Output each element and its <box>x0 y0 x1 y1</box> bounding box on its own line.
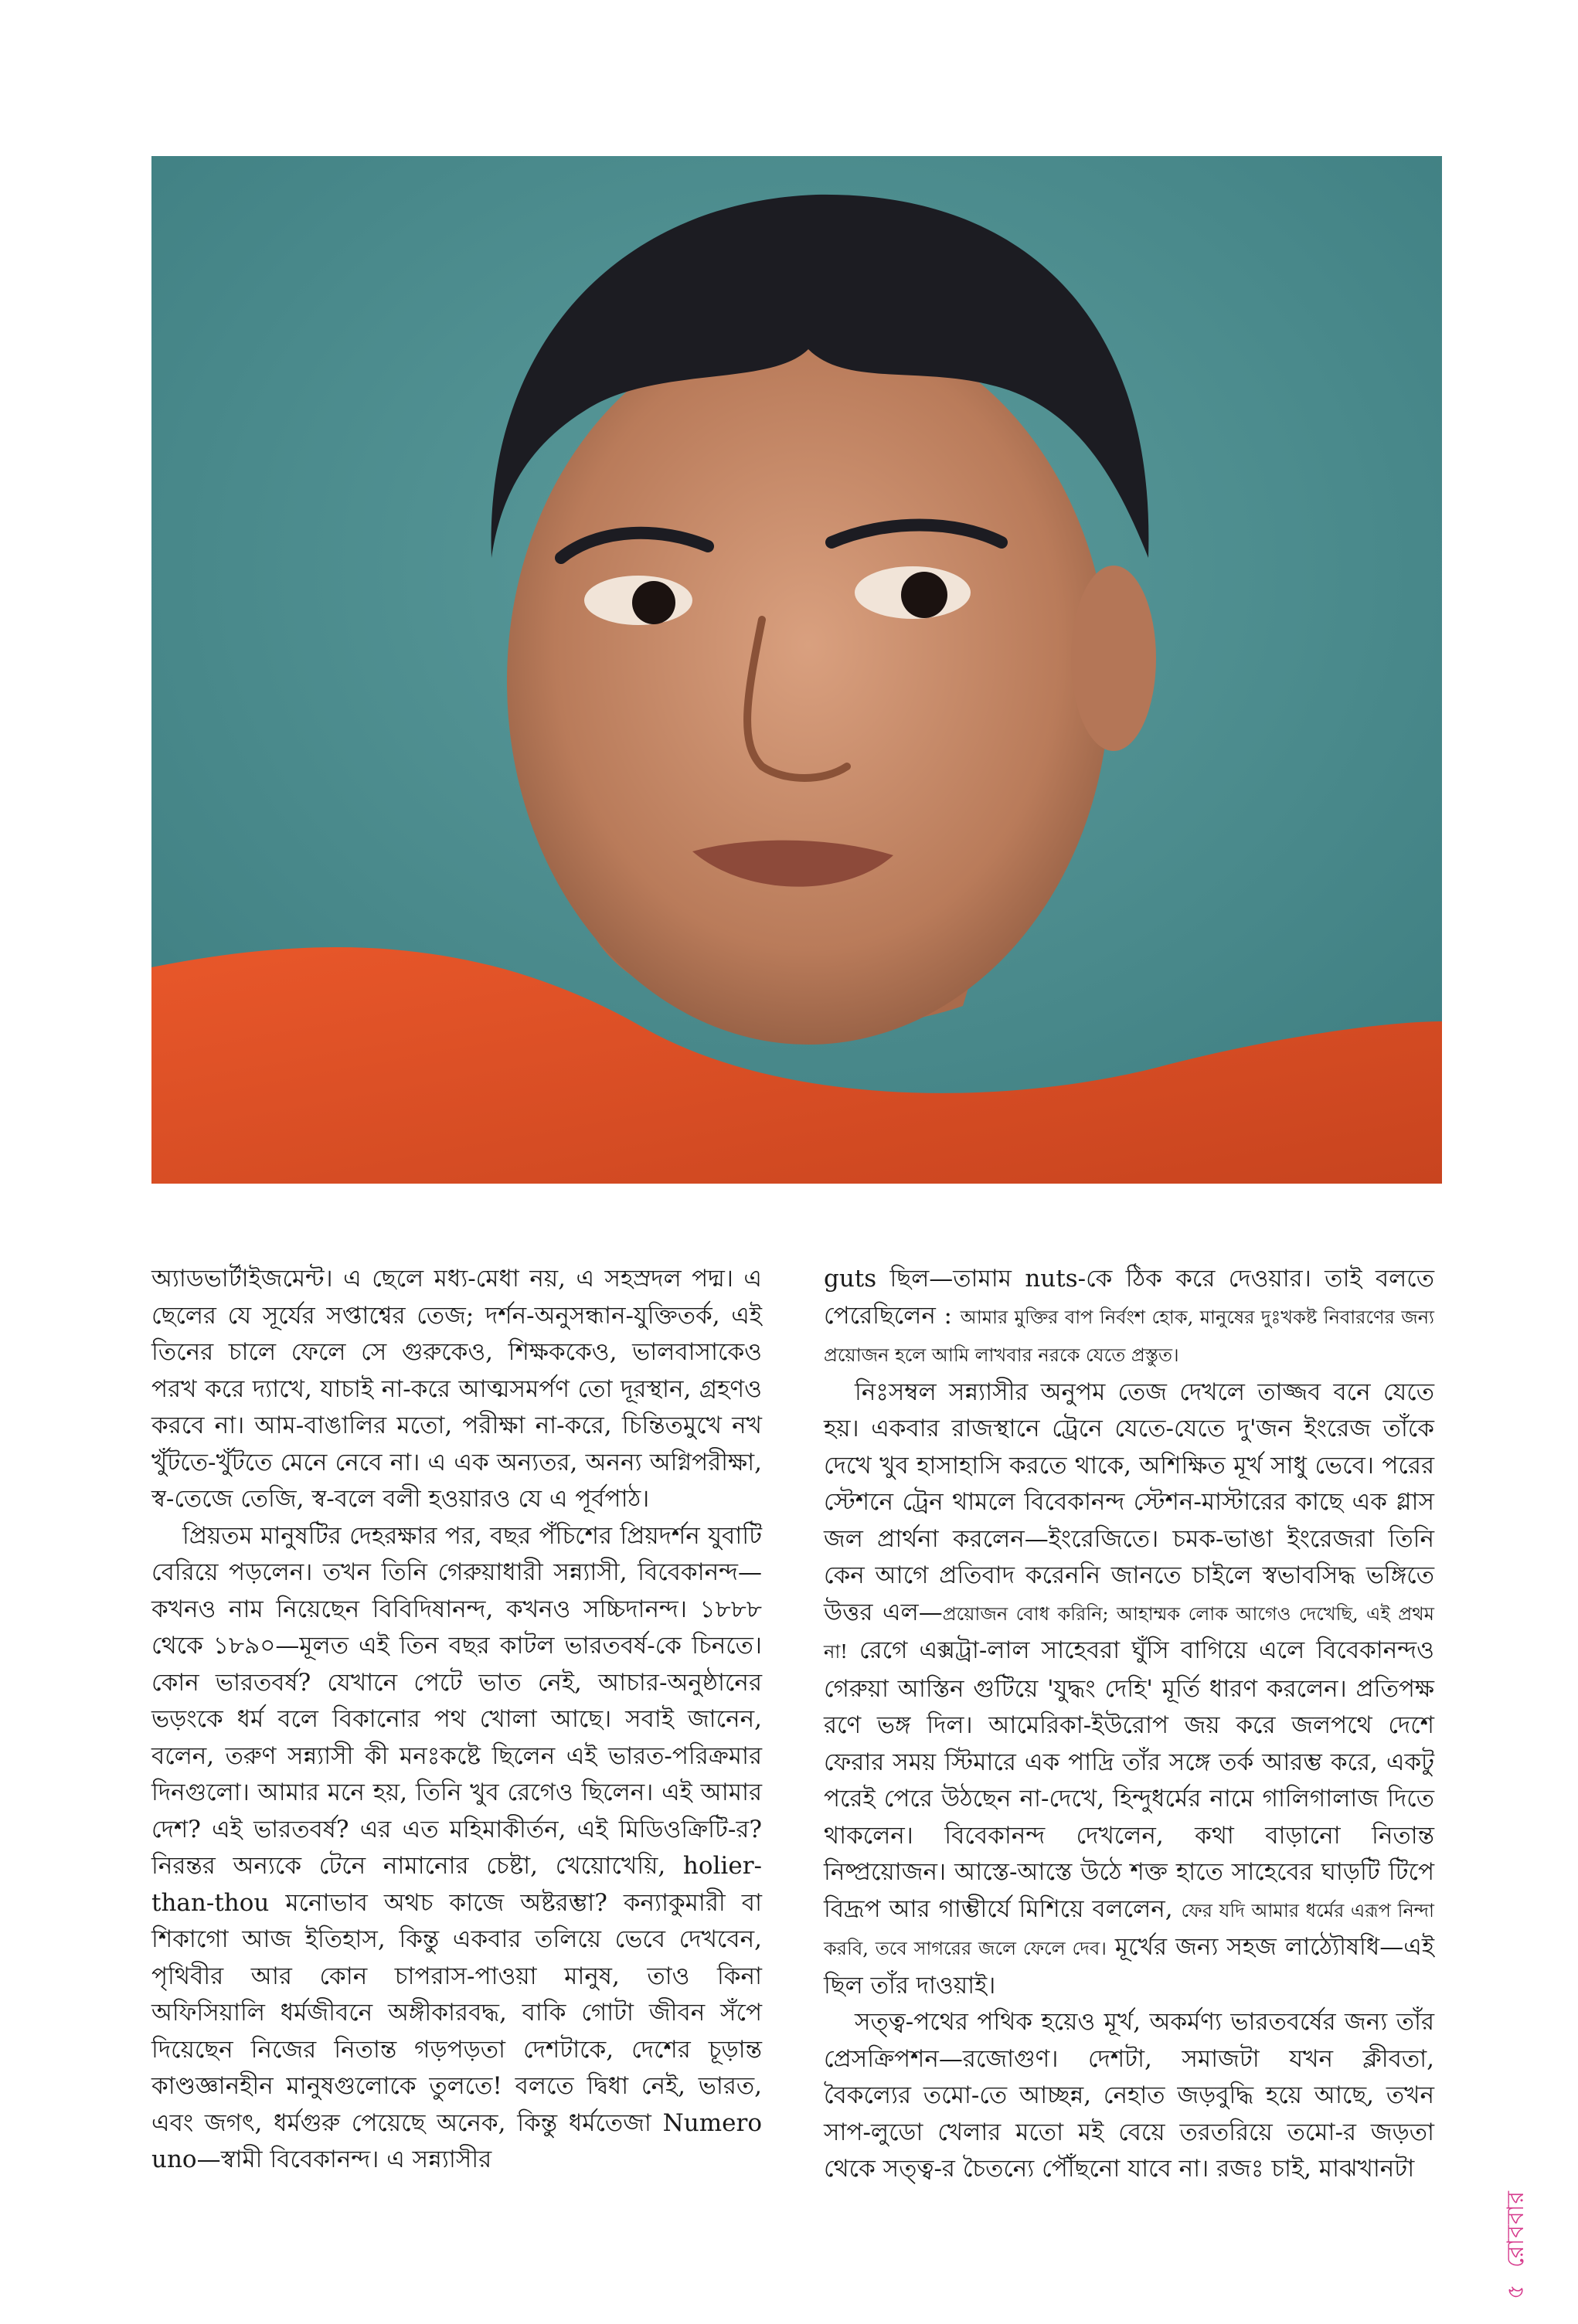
paragraph: অ্যাডভার্টাইজমেন্ট। এ ছেলে মধ্য-মেধা নয়, এ সহস্রদল পদ্ম। এ ছেলের যে সূর্যের সপ্তাশ্বের তেজ; দর্শন-অনুসন্ধান-যুক্তিতর্ক, এই তিনের চালে ফেলে সে গুরুকেও, শিক্ষককেও, ভালবাসাকেও পরখ করে দ্যাখে, যাচাই না-করে আত্মসমর্পণ তো দূরস্থান, গ্রহণও করবে না। আম-বাঙালির মতো, পরীক্ষা না-করে, চিন্তিতমুখে নখ খুঁটতে-খুঁটতে মেনে নেবে না। এ এক অন্যতর, অনন্য অগ্নিপরীক্ষা, স্ব-তেজে তেজি, স্ব-বলে বলী হওয়ারও যে এ পূর্বপাঠ। <box>151 1265 762 1513</box>
portrait-photo <box>151 156 1442 1184</box>
paragraph-text: নিঃসম্বল সন্ন্যাসীর অনুপম তেজ দেখলে তাজ্জব বনে যেতে হয়। একবার রাজস্থানে ট্রেনে যেতে-যেতে দু'জন ইংরেজ তাঁকে দেখে খুব হাসাহাসি করতে থাকে, অশিক্ষিত মূর্খ সাধু ভেবে। পরের স্টেশনে ট্রেন থামলে বিবেকানন্দ স্টেশন-মাস্টারের কাছে এক গ্লাস জল প্রার্থনা করলেন—ইংরেজিতে। চমক-ভাঙা ইংরেজরা তিনি কেন আগে প্রতিবাদ করেননি জানতে চাইলে স্বভাবসিদ্ধ ভঙ্গিতে উত্তর এল— <box>824 1378 1434 1626</box>
page-number: ৫ <box>1501 2283 1529 2299</box>
paragraph <box>824 1261 1434 1374</box>
portrait-illustration <box>151 156 1442 1184</box>
page-folio <box>1501 2186 1532 2302</box>
article-column-left <box>151 1261 762 2179</box>
paragraph: সত্ত্ব-পথের পথিক হয়েও মূর্খ, অকর্মণ্য ভারতবর্ষের জন্য তাঁর প্রেসক্রিপশন—রজোগুণ। দেশটা, সমাজটা যখন ক্লীবতা, বৈকল্যের তমো-তে আচ্ছন্ন, নেহাত জড়বুদ্ধি হয়ে আছে, তখন সাপ-লুডো খেলার মতো মই বেয়ে তরতরিয়ে তমো-র জড়তা থেকে সত্ত্ব-র চৈতন্যে পৌঁছনো যাবে না। রজঃ চাই, মাঝখানটা <box>824 2008 1434 2183</box>
paragraph-text: মূর্খের জন্য সহজ লাঠ্যৌষধি—এই ছিল তাঁর দাওয়াই। <box>824 1933 1434 2000</box>
paragraph-text: রেগে এক্সট্রা-লাল সাহেবরা ঘুঁসি বাগিয়ে এলে বিবেকানন্দও গেরুয়া আস্তিন গুটিয়ে 'যুদ্ধং দেহি' মূর্তি ধারণ করলেন। প্রতিপক্ষ রণে ভঙ্গ দিল। আমেরিকা-ইউরোপ জয় করে জলপথে দেশে ফেরার সময় স্টিমারে এক পাদ্রি তাঁর সঙ্গে তর্ক আরম্ভ করে, একটু পরেই পেরে উঠছেন না-দেখে, হিন্দুধর্মের নামে গালিগালাজ দিতে থাকলেন। বিবেকানন্দ দেখলেন, কথা বাড়ানো নিতান্ত নিষ্প্রয়োজন। আস্তে-আস্তে উঠে শক্ত হাতে সাহেবের ঘাড়টি টিপে বিদ্রূপ আর গাম্ভীর্যে মিশিয়ে বললেন, <box>824 1636 1434 1923</box>
quotation: প্রয়োজন বোধ করিনি; আহাম্মক লোক আগেও দেখেছি, এই প্রথম না! <box>824 1602 1434 1663</box>
publication-name: রোববার <box>1501 2190 1529 2268</box>
paragraph: প্রিয়তম মানুষটির দেহরক্ষার পর, বছর পঁচিশের প্রিয়দর্শন যুবাটি বেরিয়ে পড়লেন। তখন তিনি গেরুয়াধারী সন্ন্যাসী, বিবেকানন্দ—কখনও নাম নিয়েছেন বিবিদিষানন্দ, কখনও সচ্চিদানন্দ। ১৮৮৮ থেকে ১৮৯০—মূলত এই তিন বছর কাটল ভারতবর্ষ-কে চিনতে। কোন ভারতবর্ষ? যেখানে পেটে ভাত নেই, আচার-অনুষ্ঠানের ভড়ংকে ধর্ম বলে বিকানোর পথ খোলা আছে। সবাই জানেন, বলেন, তরুণ সন্ন্যাসী কী মনঃকষ্টে ছিলেন এই ভারত-পরিক্রমার দিনগুলো। আমার মনে হয়, তিনি খুব রেগেও ছিলেন। এই আমার দেশ? এই ভারতবর্ষ? এর এত মহিমাকীর্তন, এই মিডিওক্রিটি-র? নিরন্তর অন্যকে টেনে নামানোর চেষ্টা, খেয়োখেয়ি, holier-than-thou মনোভাব অথচ কাজে অষ্টরম্ভা? কন্যাকুমারী বা শিকাগো আজ ইতিহাস, কিন্তু একবার তলিয়ে ভেবে দেখবেন, পৃথিবীর আর কোন চাপরাস-পাওয়া মানুষ, তাও কিনা অফিসিয়ালি ধর্মজীবনে অঙ্গীকারবদ্ধ, বাকি গোটা জীবন সঁপে দিয়েছেন নিজের নিতান্ত গড়পড়তা দেশটাকে, দেশের চূড়ান্ত কাণ্ডজ্ঞানহীন মানুষগুলোকে তুলতে! বলতে দ্বিধা নেই, ভারত, এবং জগৎ, ধর্মগুরু পেয়েছে অনেক, কিন্তু ধর্মতেজা Numero uno—স্বামী বিবেকানন্দ। এ সন্ন্যাসীর <box>151 1521 762 2173</box>
article-column-right <box>824 1261 1434 2188</box>
paragraph <box>824 1374 1434 2005</box>
paragraph-text: guts ছিল—তামাম nuts-কে ঠিক করে দেওয়ার। তাই বলতে পেরেছিলেন : <box>824 1265 1434 1330</box>
quotation: আমার মুক্তির বাপ নির্বংশ হোক, মানুষের দুঃখকষ্ট নিবারণের জন্য প্রয়োজন হলে আমি লাখবার নরকে যেতে প্রস্তুত। <box>824 1306 1435 1366</box>
quotation: ফের যদি আমার ধর্মের এরূপ নিন্দা করবি, তবে সাগরের জলে ফেলে দেব। <box>824 1899 1435 1959</box>
